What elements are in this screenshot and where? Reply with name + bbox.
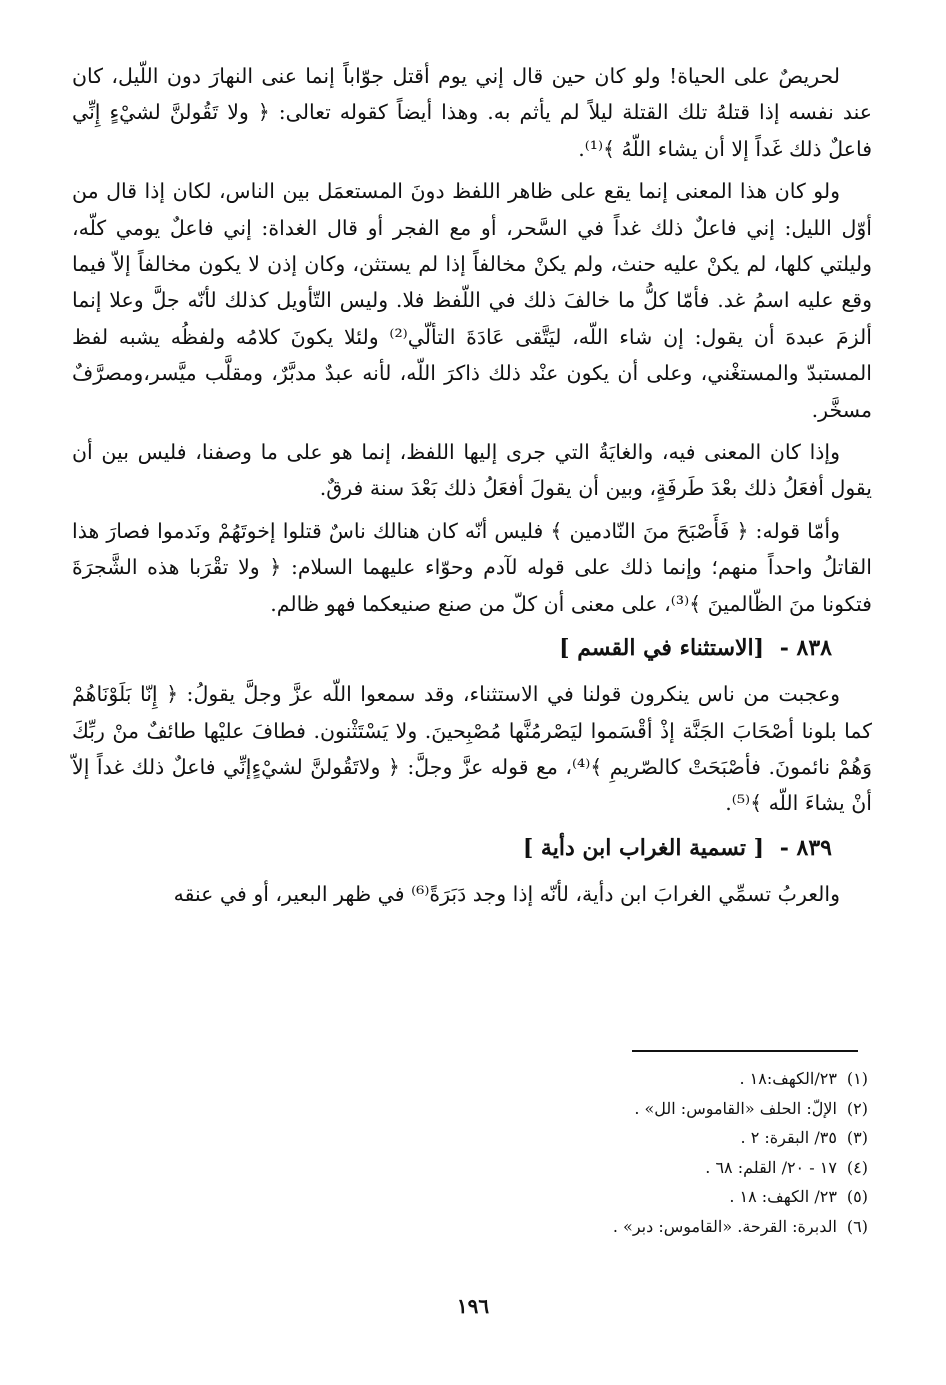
- footnote: [168, 1064, 868, 1094]
- section-title-839: [ تسمية الغراب ابن دأية ]: [522, 834, 765, 861]
- section-heading-839: [72, 832, 872, 864]
- page-body: [72, 58, 872, 912]
- section-text-839: والعربُ تسمِّي الغرابَ ابن دأية، لأنّه إذا وجد دَبَرَةً⁽⁶⁾ في ظهر البعير، أو في عنقه: [173, 881, 840, 906]
- footnote-text: ٢٣/الكهف:١٨ .: [739, 1069, 837, 1088]
- footnote: [168, 1153, 868, 1183]
- footnote-text: ٢٣/ الكهف: ١٨ .: [729, 1187, 837, 1206]
- footnote: [168, 1123, 868, 1153]
- footnote-number: (٥): [846, 1187, 868, 1206]
- section-number-839: ٨٣٩ -: [779, 834, 832, 861]
- footnote-text: ١٧ - ٢٠/ القلم: ٦٨ .: [705, 1157, 837, 1177]
- paragraph-2: ولو كان هذا المعنى إنما يقع على ظاهر اللفظ دونَ المستعمَل بين الناس، لكان إذا قال من أوّل الليل: إني فاعلٌ ذلك غداً في السَّحر، أو مع الفجر أو قال الغداة: إني فاعلٌ يومي كلّه، وليلتي كلها، لم يكنْ عليه حنث، ولم يكنْ مخالفاً إذا لم يستثن، وكان إذن لا يكون مخالفاً إلاّ فيما وقع عليه اسمُ غد. فأمّا كلُّ ما خالفَ ذلك في اللّفظ فلا. وليس التّأويل كذلك لأنّه جلَّ وعلا إنما ألزمَ عبدهَ أن يقول: إن شاء اللّه، ليَتَّقى عَادَةَ التألّي⁽²⁾ ولئلا يكونَ كلامُه ولفظُه يشبه لفظ المستبدّ والمستغْني، وعلى أن يكون عنْد ذلك ذاكرَ اللّه، لأنه عبدٌ مدبَّرٌ، ومقلَّب ميَّسر،ومصرَّفٌ مسخَّر.: [72, 179, 872, 422]
- footnote: [168, 1212, 868, 1242]
- footnote-number: (٦): [846, 1216, 868, 1236]
- footnote-number: (٤): [846, 1157, 868, 1177]
- section-title-838: [الاستثناء في القسم ]: [559, 635, 765, 662]
- footnote-text: الدبرة: القرحة. «القاموس: دبر» .: [612, 1216, 837, 1236]
- footnote-number: (١): [846, 1069, 868, 1088]
- footnote: [168, 1182, 868, 1212]
- paragraph-4: وأمّا قوله: ﴿ فَأَصْبَحَ منَ النّادمين ﴾ فليس أنّه كان هنالك ناسٌ قتلوا إخوتَهُمْ ونَدموا فصارَ هذا القاتلُ واحداً منهم؛ وإنما ذلك على قوله لآدم وحوّاء عليهما السلام: ﴿ ولا تقْرَبا هذه الشَّجرَةَ فتكونا منَ الظّالمينَ ﴾⁽³⁾، على معنى أن كلّ من صنع صنيعكما فهو ظالم.: [72, 518, 872, 616]
- footnote-text: الإلّ: الحلف «القاموس: الل» .: [634, 1098, 837, 1118]
- footnote-divider: [632, 1050, 858, 1052]
- page-number: ١٩٦: [456, 1294, 490, 1318]
- paragraph-1: لحريصٌ على الحياة! ولو كان حين قال إني يوم أقتل جوّاباً إنما عنى النهارَ دون اللّيل، كان عند نفسه إذا قتلهُ تلك القتلة ليلاً لم يأثم به. وهذا أيضاً كقوله تعالى: ﴿ ولا تَقُولنَّ لشيْءٍ إِنِّي فاعلٌ ذلك غَداً إلا أن يشاء اللّهُ ﴾⁽¹⁾.: [72, 64, 872, 161]
- section-text-838: وعجبت من ناس ينكرون قولنا في الاستثناء، وقد سمعوا اللّه عزَّ وجلَّ يقولُ: ﴿ إِنّا بَلَوْنَاهُمْ كما بلونا أصْحَابَ الجَنَّة إذْ أقْسَموا ليَصْرمُنَّها مُصْبِحينَ. ولا يَسْتَثْنون. فطافَ عليْها طائفٌ منْ ربِّكَ وَهُمْ نائمونَ. فأصْبَحَتْ كالصّريمِ ﴾⁽⁴⁾، مع قوله عزَّ وجلَّ: ﴿ ولاتَقُولنَّ لشيْءٍإنِّي فاعلٌ ذلك غداً إلاّ أنْ يشاءَ اللّه ﴾⁽⁵⁾.: [72, 682, 872, 816]
- footnote-number: (٢): [846, 1098, 868, 1118]
- footnote-text: ٣٥/ البقرة: ٢ .: [740, 1128, 837, 1147]
- footnotes-list: [168, 1064, 868, 1241]
- section-number-838: ٨٣٨ -: [779, 635, 832, 662]
- paragraph-3: وإذا كان المعنى فيه، والغايَةُ التي جرى إليها اللفظ، إنما هو على ما وصفنا، فليس بين أن يقول أفعَلُ ذلك بعْدَ طَرفَةٍ، وبين أن يقولَ أفعَلُ ذلك بَعْدَ سنة فرقٌ.: [72, 440, 872, 501]
- footnote-number: (٣): [846, 1128, 868, 1147]
- footnote: [168, 1094, 868, 1124]
- section-heading-838: [72, 632, 872, 664]
